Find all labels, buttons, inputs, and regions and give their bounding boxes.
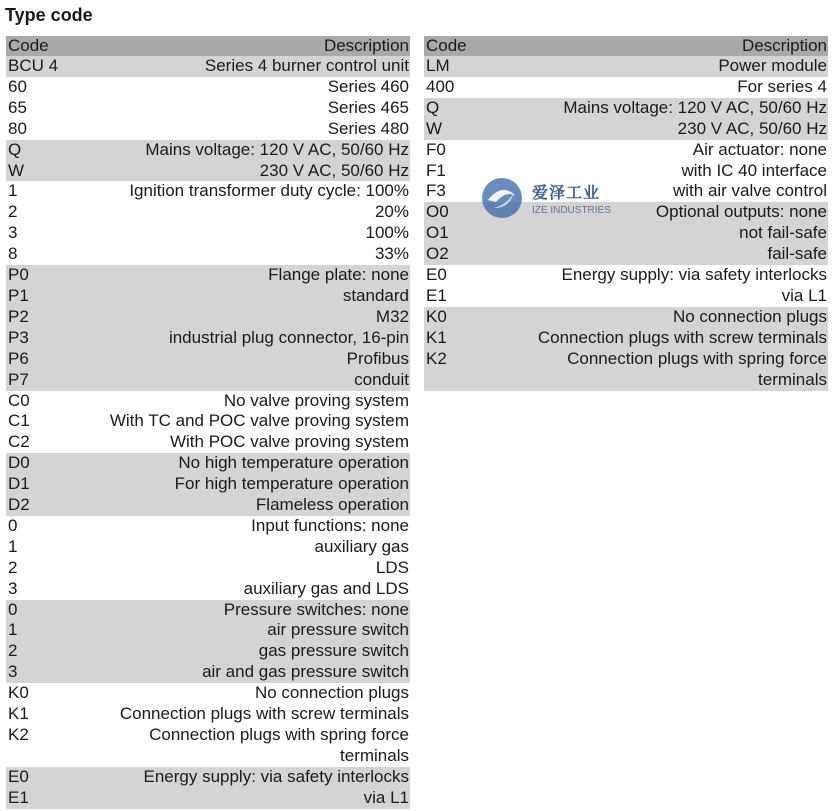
code-cell: K2 [8,725,29,744]
table-row [6,620,410,641]
description-cell: Input functions: none [251,515,409,535]
description-cell: No connection plugs [672,306,827,326]
code-cell: E0 [426,265,447,285]
table-group [6,767,410,809]
table-row [6,537,410,558]
description-cell: not fail-safe [739,223,827,243]
description-cell: Connection plugs with spring force terminals [149,725,409,765]
code-cell: 3 [8,578,18,598]
table-row [424,56,828,77]
table-group [424,307,828,391]
code-cell: F1 [426,160,446,180]
description-cell: gas pressure switch [258,641,409,661]
code-cell: LM [426,56,450,75]
table-body [424,56,828,391]
description-cell: With TC and POC valve proving system [109,411,409,431]
code-cell: 1 [8,620,18,640]
code-cell: O2 [426,244,449,264]
table-row [424,307,828,328]
table-row [6,140,410,161]
code-cell: 1 [8,181,18,201]
table-group [6,600,410,684]
code-cell: BCU 4 [8,56,59,75]
table-group [6,265,410,390]
description-cell: via L1 [363,787,409,807]
table-row [6,474,410,495]
description-cell: Energy supply: via safety interlocks [143,766,409,786]
table-row [424,328,828,349]
description-cell: air pressure switch [267,620,409,640]
table-group [6,516,410,600]
table-group [424,98,828,140]
description-cell: with air valve control [672,181,827,201]
table-row [6,328,410,349]
table-row [6,161,410,182]
table-row [6,202,410,223]
code-cell: O0 [426,202,449,222]
table-row [6,119,410,140]
table-row [6,683,410,704]
table-header [6,36,410,56]
code-cell: 0 [8,515,18,535]
code-cell: P6 [8,348,29,368]
description-cell: M32 [375,306,409,326]
code-cell: Q [8,139,22,159]
code-cell: C1 [8,411,30,431]
table-body [6,56,410,809]
description-cell: 33% [374,244,409,264]
table-row [6,98,410,119]
description-cell: conduit [354,369,409,389]
description-cell: standard [342,285,409,305]
table-group [424,56,828,77]
code-cell: E1 [426,285,447,305]
description-cell: For high temperature operation [174,474,409,494]
description-cell: with IC 40 interface [681,160,827,180]
table-row [6,641,410,662]
code-cell: 400 [426,76,455,96]
code-cell: 80 [8,118,27,138]
table-row [6,704,410,725]
table-row [6,56,410,77]
watermark-cn: 爱泽工业 [532,185,601,202]
table-row [424,77,828,98]
table-row [424,119,828,140]
code-cell: W [8,160,25,180]
description-cell: industrial plug connector, 16-pin [168,327,409,347]
table-row [6,600,410,621]
description-cell: Connection plugs with screw terminals [537,327,827,347]
description-cell: 100% [365,223,409,243]
description-cell: Profibus [346,348,409,368]
description-cell: LDS [375,557,409,577]
code-cell: F3 [426,181,446,201]
description-cell: Ignition transformer duty cycle: 100% [129,181,409,201]
description-cell: air and gas pressure switch [202,662,409,682]
table-row [6,181,410,202]
code-cell: P3 [8,327,29,347]
table-row [6,516,410,537]
description-cell: Series 460 [327,76,409,96]
table-row [424,265,828,286]
code-cell: 0 [8,599,18,619]
header-description: Description [323,36,409,55]
description-cell: auxiliary gas and LDS [243,578,409,598]
description-cell: With POC valve proving system [169,432,409,452]
table-row [6,77,410,98]
table-row [6,411,410,432]
table-group [6,181,410,265]
table-row [6,265,410,286]
code-cell: K2 [426,348,447,368]
code-cell: D2 [8,495,30,515]
description-cell: 230 V AC, 50/60 Hz [259,160,409,180]
table-row [6,767,410,788]
table-row [6,432,410,453]
table-group [6,77,410,140]
table-group [6,683,410,767]
code-cell: C2 [8,432,30,452]
table-row [424,223,828,244]
code-cell: C0 [8,390,30,410]
table-row [6,244,410,265]
description-cell: Pressure switches: none [223,599,409,619]
code-cell: W [426,118,443,138]
watermark-en: IZE INDUSTRIES [532,205,611,216]
code-cell: E1 [8,787,29,807]
code-cell: D0 [8,453,30,473]
code-cell: 60 [8,76,27,96]
table-row [6,349,410,370]
description-cell: Series 465 [327,97,409,117]
table-row [424,286,828,307]
code-cell: F0 [426,139,446,159]
description-cell: Mains voltage: 120 V AC, 50/60 Hz [145,139,409,159]
table-row [6,725,410,767]
code-cell: P2 [8,306,29,326]
description-cell: 20% [374,202,409,222]
table-row [424,140,828,161]
code-cell: 3 [8,223,18,243]
description-cell: For series 4 [737,76,827,96]
description-cell: via L1 [781,285,827,305]
description-cell: Air actuator: none [692,139,827,159]
description-cell: No connection plugs [254,683,409,703]
table-row [6,453,410,474]
code-cell: 2 [8,557,18,577]
code-cell: 65 [8,97,27,117]
description-cell: Energy supply: via safety interlocks [561,265,827,285]
table-row [424,98,828,119]
description-cell: Series 4 burner control unit [204,56,409,75]
code-cell: Q [426,97,440,117]
code-cell: P7 [8,369,29,389]
description-cell: Connection plugs with screw terminals [119,704,409,724]
table-row [6,788,410,809]
table-row [424,349,828,391]
table-row [6,391,410,412]
table-group [424,265,828,307]
code-cell: O1 [426,223,449,243]
table-group [6,391,410,454]
header-code: Code [8,36,49,55]
table-row [6,495,410,516]
description-cell: fail-safe [767,244,827,264]
description-cell: auxiliary gas [314,536,409,556]
table-row [6,370,410,391]
ize-logo-icon [480,176,524,220]
code-cell: D1 [8,474,30,494]
header-description: Description [741,36,827,55]
type-code-table-left [6,36,410,809]
description-cell: Connection plugs with spring force terminals [567,348,827,389]
table-group [6,56,410,77]
code-cell: 1 [8,536,18,556]
code-cell: 8 [8,244,18,264]
description-cell: Flameless operation [255,495,409,515]
table-row [6,223,410,244]
code-cell: K1 [8,704,29,724]
table-row [6,662,410,683]
description-cell: Power module [718,56,827,75]
description-cell: 230 V AC, 50/60 Hz [677,118,827,138]
watermark-logo [480,176,611,220]
table-row [6,558,410,579]
description-cell: Mains voltage: 120 V AC, 50/60 Hz [563,97,827,117]
description-cell: No valve proving system [223,390,409,410]
table-group [424,77,828,98]
table-row [424,244,828,265]
code-cell: P1 [8,285,29,305]
code-cell: 2 [8,202,18,222]
code-cell: K0 [426,306,447,326]
table-row [6,307,410,328]
header-code: Code [426,36,467,55]
description-cell: No high temperature operation [178,453,409,473]
table-header [424,36,828,56]
description-cell: Series 480 [327,118,409,138]
table-group [6,140,410,182]
code-cell: 2 [8,641,18,661]
table-group [6,453,410,516]
description-cell: Flange plate: none [268,265,409,285]
code-cell: E0 [8,766,29,786]
table-row [6,286,410,307]
code-cell: 3 [8,662,18,682]
page-title: Type code [5,5,93,25]
code-cell: P0 [8,265,29,285]
table-row [6,579,410,600]
description-cell: Optional outputs: none [655,202,827,222]
code-cell: K0 [8,683,29,703]
code-cell: K1 [426,327,447,347]
